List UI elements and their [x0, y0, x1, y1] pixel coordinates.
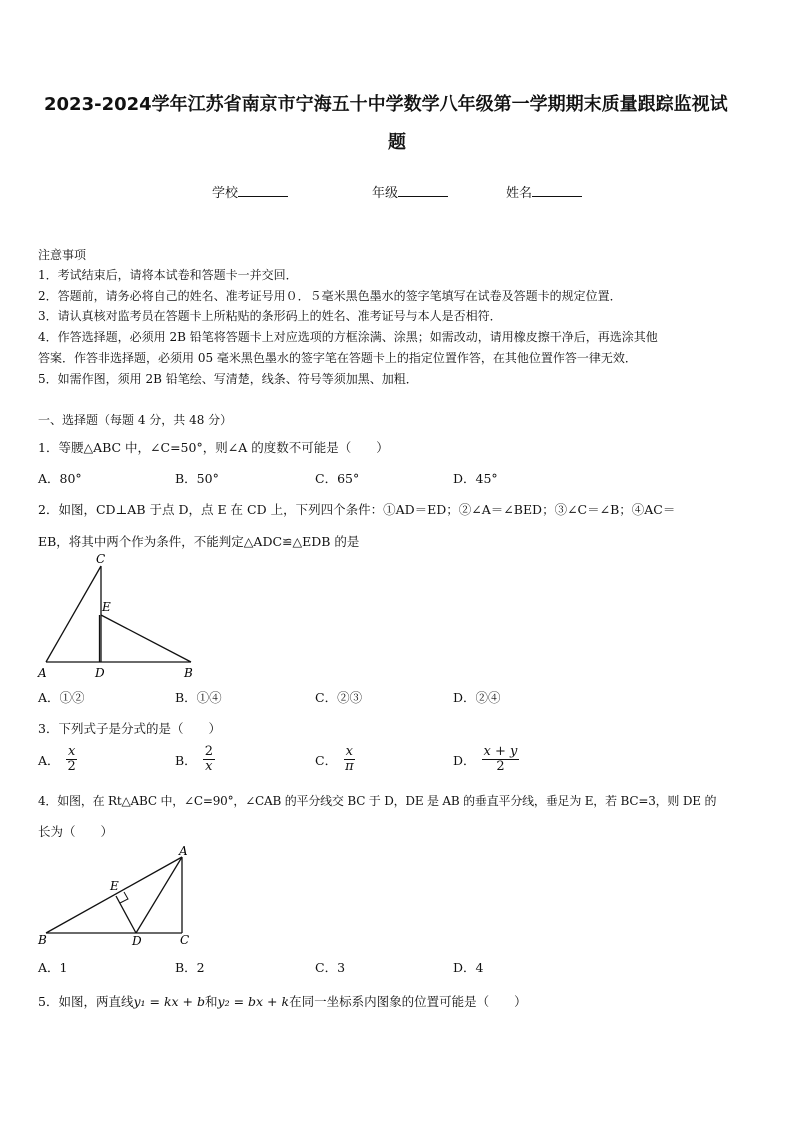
segment-ab: [46, 857, 182, 933]
note-item: 1．考试结束后，请将本试卷和答题卡一并交回．: [38, 268, 298, 282]
q3-option-d-fraction: [482, 745, 520, 774]
q1-option-a[interactable]: A．80°: [38, 471, 82, 486]
q3-option-b-fraction: [203, 745, 215, 774]
name-label: 姓名: [506, 186, 533, 201]
school-label: 学校: [212, 186, 239, 201]
q1-option-b[interactable]: B．50°: [175, 471, 219, 486]
q3-option-b[interactable]: [175, 745, 215, 774]
question-5-stem: [38, 992, 527, 1010]
label-d: D: [95, 666, 105, 680]
q4-option-b[interactable]: B．2: [175, 960, 205, 975]
name-field[interactable]: [506, 182, 582, 201]
label-a: A: [179, 845, 188, 858]
section-heading: 一、选择题（每题 4 分，共 48 分）: [38, 413, 233, 427]
label-e: E: [102, 600, 111, 614]
segment-ad: [136, 857, 182, 933]
label-e: E: [110, 879, 119, 893]
denominator: 2: [67, 759, 76, 774]
question-2-stem: 2．如图，CD⊥AB 于点 D，点 E 在 CD 上，下列四个条件：①AD＝ED；②∠A＝∠BED；③∠C＝∠B；④AC＝: [38, 502, 676, 517]
denominator: π: [345, 759, 354, 774]
note-item: 2．答题前，请务必将自己的姓名、准考证号用０．５毫米黑色墨水的签字笔填写在试卷及答题卡的规定位置．: [38, 289, 622, 303]
note-item: 答案．作答非选择题，必须用 05 毫米黑色墨水的签字笔在答题卡上的指定位置作答，在其他位置作答一律无效．: [38, 351, 637, 365]
label-a: A: [38, 666, 47, 680]
label-c: C: [180, 933, 190, 947]
name-blank[interactable]: [532, 185, 582, 197]
note-item: 3．请认真核对监考员在答题卡上所粘贴的条形码上的姓名、准考证号与本人是否相符．: [38, 309, 502, 323]
q1-option-d[interactable]: D．45°: [453, 471, 498, 486]
q3-option-d-label: D．: [453, 752, 476, 768]
question-4-stem-continued: 长为（ ）: [38, 824, 114, 839]
grade-blank[interactable]: [398, 185, 448, 197]
school-blank[interactable]: [238, 185, 288, 197]
question-3-stem: 3．下列式子是分式的是（ ）: [38, 721, 221, 736]
grade-label: 年级: [372, 186, 399, 201]
q3-option-c[interactable]: [315, 745, 356, 774]
q5-stem-middle: 和: [205, 994, 218, 1009]
notes-heading: 注意事项: [38, 248, 87, 262]
q1-option-c[interactable]: C．65°: [315, 471, 360, 486]
q2-triangle-figure: [34, 550, 204, 685]
q3-option-b-label: B．: [175, 752, 197, 768]
right-angle-mark: [120, 892, 128, 903]
q3-option-c-label: C．: [315, 752, 338, 768]
question-1-stem: 1．等腰△ABC 中，∠C=50°，则∠A 的度数不可能是（ ）: [38, 440, 389, 455]
page-title: 2023-2024学年江苏省南京市宁海五十中学数学八年级第一学期期末质量跟踪监视试: [44, 94, 728, 115]
numerator: x + y: [483, 744, 518, 759]
label-c: C: [96, 552, 106, 566]
question-2-stem-continued: EB，将其中两个作为条件，不能判定△ADC≌△EDB 的是: [38, 534, 360, 549]
numerator: x: [68, 744, 76, 759]
grade-field[interactable]: [372, 182, 448, 201]
label-d: D: [132, 934, 142, 948]
segment-eb: [101, 615, 191, 662]
page-title-continued: 题: [388, 132, 406, 153]
numerator: 2: [204, 744, 213, 759]
numerator: x: [345, 744, 354, 759]
school-field[interactable]: [212, 182, 288, 201]
q3-option-a-fraction: [66, 745, 78, 774]
segment-de: [116, 896, 136, 933]
note-item: 5．如需作图，须用 2B 铅笔绘、写清楚，线条、符号等须加黑、加粗．: [38, 372, 418, 386]
q5-stem-end: 在同一坐标系内图象的位置可能是（ ）: [289, 994, 527, 1009]
q4-option-a[interactable]: A．1: [38, 960, 68, 975]
note-item: 4．作答选择题，必须用 2B 铅笔将答题卡上对应选项的方框涂满、涂黑；如需改动，请用橡皮擦干净后，再选涂其他: [38, 330, 658, 344]
q5-stem-start: 5．如图，两直线: [38, 994, 134, 1009]
q5-line-2: y₂ = bx + k: [217, 994, 290, 1009]
q4-triangle-figure: [34, 845, 204, 950]
q3-option-d[interactable]: [453, 745, 519, 774]
q5-line-1: y₁ = kx + b: [133, 994, 206, 1009]
q2-option-c[interactable]: C．②③: [315, 690, 363, 705]
q3-option-a-label: A．: [38, 752, 60, 768]
segment-ac: [46, 566, 101, 662]
q2-option-d[interactable]: D．②④: [453, 690, 501, 705]
q2-option-a[interactable]: A．①②: [38, 690, 85, 705]
q2-option-b[interactable]: B．①④: [175, 690, 222, 705]
q3-option-c-fraction: [343, 745, 356, 774]
label-b: B: [184, 666, 193, 680]
q4-option-d[interactable]: D．4: [453, 960, 484, 975]
label-b: B: [38, 933, 47, 947]
q3-option-a[interactable]: [38, 745, 78, 774]
q4-option-c[interactable]: C．3: [315, 960, 346, 975]
denominator: x: [205, 759, 213, 774]
denominator: 2: [496, 759, 505, 774]
question-4-stem: 4．如图，在 Rt△ABC 中，∠C=90°，∠CAB 的平分线交 BC 于 D，DE 是 AB 的垂直平分线，垂足为 E，若 BC=3，则 DE 的: [38, 794, 717, 808]
